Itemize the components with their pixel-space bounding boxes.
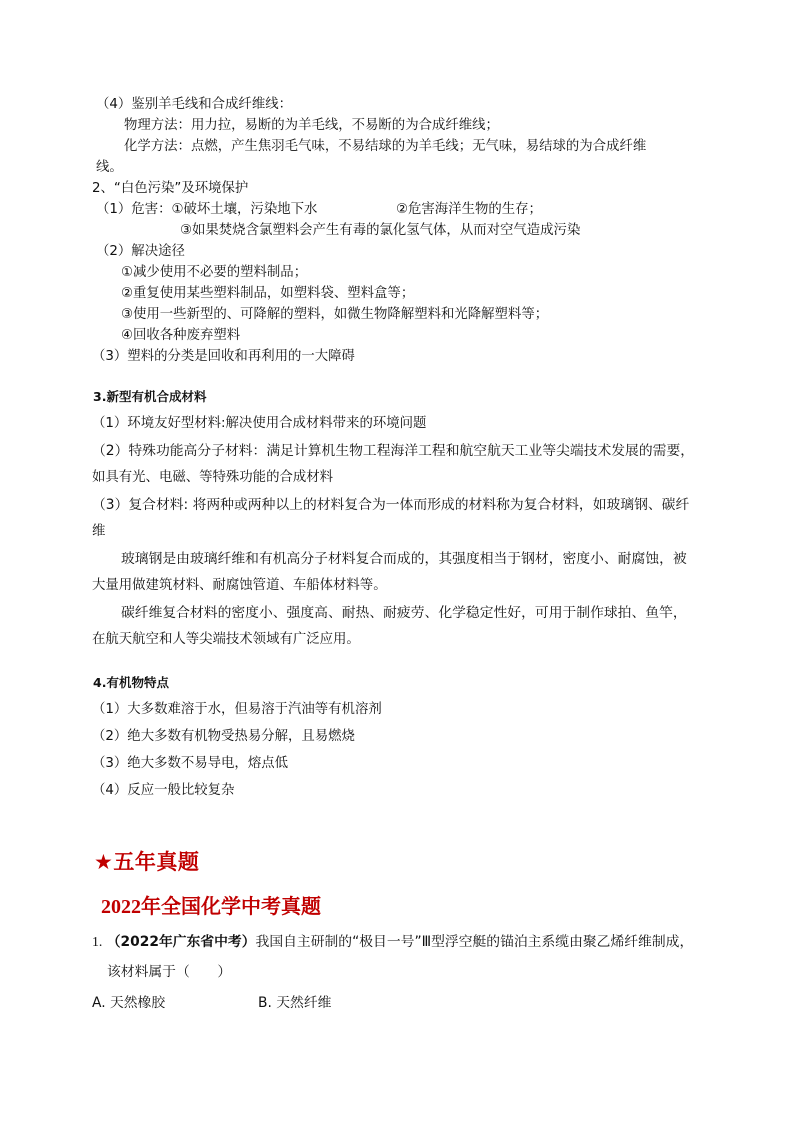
question-1 (92, 932, 693, 952)
organic-feature-4: （4）反应一般比较复杂 (92, 783, 235, 798)
white-pollution-heading: 2、“白色污染”及环境保护 (92, 181, 249, 196)
hazard-line-1b: ②危害海洋生物的生存； (396, 202, 542, 217)
material-3: （3）复合材料: 将两种或两种以上的材料复合为一体而形成的材料称为复合材料，如玻璃钢、碳纤 (92, 497, 690, 513)
organic-features-heading: 4.有机物特点 (93, 675, 169, 690)
new-materials-heading: 3.新型有机合成材料 (93, 389, 207, 404)
hazard-line-2: ③如果焚烧含氯塑料会产生有毒的氯化氢气体，从而对空气造成污染 (180, 223, 581, 238)
solution-item-2: ②重复使用某些塑料制品，如塑料袋、塑料盒等； (121, 286, 415, 301)
plastic-classification-line: （3）塑料的分类是回收和再利用的一大障碍 (92, 349, 355, 364)
material-1: （1）环境友好型材料:解决使用合成材料带来的环境问题 (92, 416, 427, 431)
organic-feature-2: （2）绝大多数有机物受热易分解，且易燃烧 (92, 729, 355, 744)
option-b: B. 天然纤维 (258, 995, 332, 1011)
line-chemical-method-cont: 线。 (96, 160, 123, 175)
material-3-cont: 维 (92, 524, 106, 539)
five-year-exam-title: ★五年真题 (94, 850, 200, 874)
material-2-cont: 如具有光、电磁、等特殊功能的合成材料 (92, 470, 334, 485)
solution-item-3: ③使用一些新型的、可降解的塑料，如微生物降解塑料和光降解塑料等； (121, 307, 549, 322)
material-2: （2）特殊功能高分子材料：满足计算机生物工程海洋工程和航空航天工业等尖端技术发展的需要， (92, 443, 695, 459)
organic-feature-3: （3）绝大多数不易导电，熔点低 (92, 756, 288, 771)
question-source: （2022年广东省中考） (106, 934, 256, 950)
carbon-fiber-paragraph-cont: 在航天航空和人等尖端技术领域有广泛应用。 (92, 632, 360, 647)
question-1-cont: 该材料属于（ ） (107, 964, 232, 980)
line-chemical-method: 化学方法：点燃，产生焦羽毛气味，不易结球的为羊毛线；无气味，易结球的为合成纤维 (124, 139, 647, 154)
line-physical-method: 物理方法：用力拉，易断的为羊毛线，不易断的为合成纤维线； (124, 118, 499, 133)
fiberglass-paragraph-cont: 大量用做建筑材料、耐腐蚀管道、车船体材料等。 (92, 578, 387, 593)
organic-feature-1: （1）大多数难溶于水，但易溶于汽油等有机溶剂 (92, 702, 382, 717)
option-a: A. 天然橡胶 (92, 995, 166, 1011)
solution-item-1: ①减少使用不必要的塑料制品； (121, 265, 308, 280)
exam-year-title: 2022年全国化学中考真题 (101, 896, 321, 918)
fiberglass-paragraph: 玻璃钢是由玻璃纤维和有机高分子材料复合而成的，其强度相当于钢材，密度小、耐腐蚀，被 (121, 551, 687, 567)
carbon-fiber-paragraph: 碳纤维复合材料的密度小、强度高、耐热、耐疲劳、化学稳定性好，可用于制作球拍、鱼竿， (121, 605, 687, 621)
hazard-line-1a: （1）危害：①破坏土壤，污染地下水 (96, 202, 318, 217)
solution-heading: （2）解决途径 (96, 244, 185, 259)
question-text: 我国自主研制的“极目一号”Ⅲ型浮空艇的锚泊主系缆由聚乙烯纤维制成， (255, 934, 694, 950)
line-identify-heading: （4）鉴别羊毛线和合成纤维线： (96, 97, 292, 112)
question-number: 1. (92, 934, 103, 949)
solution-item-4: ④回收各种废弃塑料 (121, 328, 241, 343)
